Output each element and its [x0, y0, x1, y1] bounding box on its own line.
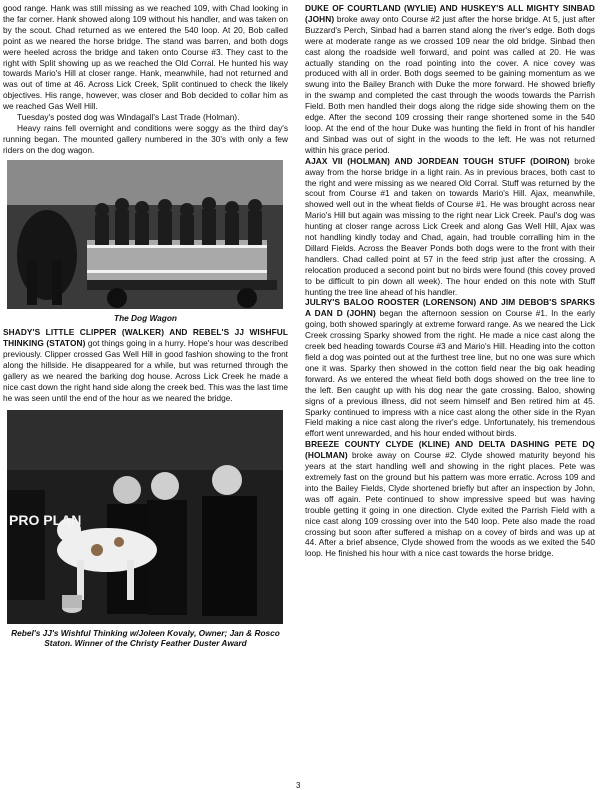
page-number: 3	[296, 781, 301, 790]
right-brace-4-title: BREEZE COUNTY CLYDE (KLINE) AND DELTA DASHING PETE DQ (HOLMAN)	[305, 439, 595, 461]
left-paragraph-1: good range. Hank was still missing as we reached 109, with Chad looking in the far corner. Hank showed along 109 without his handler, and was taken on by the scout. Chad returned as we entered the 540 loop. At 20, Bob called point as we neared the horse bridge. The stand was barren, and both dogs were heeled across the bridge and taken onto Course #3. They cast to the right with Split showing up as we reached the Old Corral. He hunted his way towards Mario's Hill at closer range. Hank, meanwhile, had not returned and was out of time at 46. Across Lick Creek, Split continued to check the likely objectives. His range, however, was closer and Bob decided to collar him as we reached Gas Well Hill.	[3, 3, 288, 112]
right-brace-1-body: broke away onto Course #2 just after the horse bridge. At 5, just after Buzzard's Perch, Sinbad had a barren stand along the river's edge. Both dogs were at moderate range as we crossed 109 near the old bridge. Sinbad then cast along the roadside well forward, and point was called at 20. He was actually standing on the road pointing into the cover. A nice covey was produced with all in order. Both dogs seemed to be gaining momentum as we swung into the Bailey Branch with Duke the more forward. He showed briefly in the swamp and completed the cast through the woods towards the Parrish Field. Both men handled their dogs along the ridge side showing them on the edge. After the second 109 crossing their range shortened some in the 540 loop. At the end of the hour Duke was hunting the field in front of his handler and Sinbad was out of sight in the woods to the left. He was not returned within his grace period.	[305, 13, 595, 155]
pro-plan-bag-text: PRO PLAN	[9, 511, 82, 528]
award-photo	[7, 410, 283, 624]
award-caption: Rebel's JJ's Wishful Thinking w/Joleen Kovaly, Owner; Jan & Rosco Staton. Winner of the Christy Feather Duster Award	[11, 627, 280, 649]
right-column	[305, 3, 595, 783]
dog-wagon-illustration	[7, 160, 283, 309]
left-paragraph-2: Tuesday's posted dog was Windagall's Last Trade (Holman).	[17, 112, 240, 123]
left-paragraph-3: Heavy rains fell overnight and conditions were soggy as the third day's running began. The mounted gallery numbered in the 30's with only a few riders on the dog wagon.	[3, 122, 288, 155]
award-illustration	[7, 410, 283, 624]
right-brace-1-title: DUKE OF COURTLAND (WYLIE) AND HUSKEY'S ALL MIGHTY SINBAD (JOHN)	[305, 3, 595, 24]
right-brace-2-body: broke away from the horse bridge in a light rain. As in previous braces, both cast to the right and were missing as we neared Old Corral. Stuff was returned by the scout from Course #1 and taken on towards Mario's Hill. Ajax, meanwhile, showed well out in the wheat fields of Course #1. He was brought across near Mario's Hill but again was missing to the right near Lick Creek. Paul's dog was hunting at closer range across Lick Creek and along Gas Well Hill, Ajax was not handling kindly today and Chad, again, had trouble corralling him in the Dillard Fields. Across the Beaver Ponds both dogs were to the front with their handlers. Chad called point at 57 in the feed strip just after the crossing. A relocation produced a second point but no birds were found (this covey proved to be difficult to pin down all week). The hour ended on this note with Stuff hunting the tree line ahead of his handler.	[305, 155, 595, 297]
right-brace-4-body: broke away on Course #2. Clyde showed maturity beyond his years at the start handling well and showing in the right places. Pete was extremely fast on the ground but his pattern was more erratic. Across 109 and into the Bailey Fields, Clyde shortened briefly but after an inspection by John, was off again. Pete continued to show impressive speed but was having trouble getting it going in one direction. Clyde exited the Parrish Field with a nice cast along 109 crossing over into the 540 loop. Pete also made the road crossing but soon after suffered a mishap on a covey of birds and was up at 44. After a brief absence, Clyde showed from the woods as we exited the 540 loop. He finished his hour with a nice cast towards the horse bridge.	[305, 450, 595, 559]
left-paragraph-4	[3, 327, 288, 403]
dog-wagon-caption: The Dog Wagon	[114, 312, 177, 323]
left-brace-title: SHADY'S LITTLE CLIPPER (WALKER) AND REBEL'S JJ WISHFUL THINKING (STATON)	[3, 327, 288, 349]
right-brace-2-title: AJAX VII (HOLMAN) AND JORDEAN TOUGH STUFF (DOIRON)	[305, 155, 570, 166]
left-column	[3, 3, 288, 783]
left-brace-body: got things going in a hurry. Hope's hour was described previously. Clipper crossed Gas Well Hill in good fashion showing to the front along the hillside. He disappeared for a while, but was returned through the gallery as we neared the barking dog house. Across Lick Creek he made a nice cast down the right hand side along the creek bed. This was the last time he was seen until the end of the hour as we neared the bridge.	[3, 338, 288, 403]
right-brace-3-title: JULRY'S BALOO ROOSTER (LORENSON) AND JIM DEBOB'S SPARKS A DAN D (JOHN)	[305, 297, 595, 319]
right-paragraph-1	[305, 3, 595, 156]
right-brace-3-body: began the afternoon session on Course #1. In the early going, both showed sparingly at extreme forward range. As we neared the Lick Creek crossing Sparky showed from the right. He made a nice cast along the creek bed heading towards Course #3 and Mario's Hill. Heading into the cotton field a dog was pointed out at the furthest tree line, but no one was sure which one it was. Sparky then showed in the cotton field near the big oak heading forward. As we entered the wheat field both dogs showed on the tree line to the left. Ben caught up with his dog near the gate crossing. Baloo, showing signs of a previous illness, did not seem himself and Ben retired him at 45. Sparky continued to impress with a nice cast along the other side in the Ryan Field making a nice cast along the river's edge. Unfortunately, his tremendous effort went unrewarded, and his hour ended without birds.	[305, 308, 595, 439]
dog-wagon-photo	[7, 160, 283, 309]
right-paragraph-2	[305, 156, 595, 298]
right-paragraph-3	[305, 297, 595, 439]
right-paragraph-4	[305, 439, 595, 559]
